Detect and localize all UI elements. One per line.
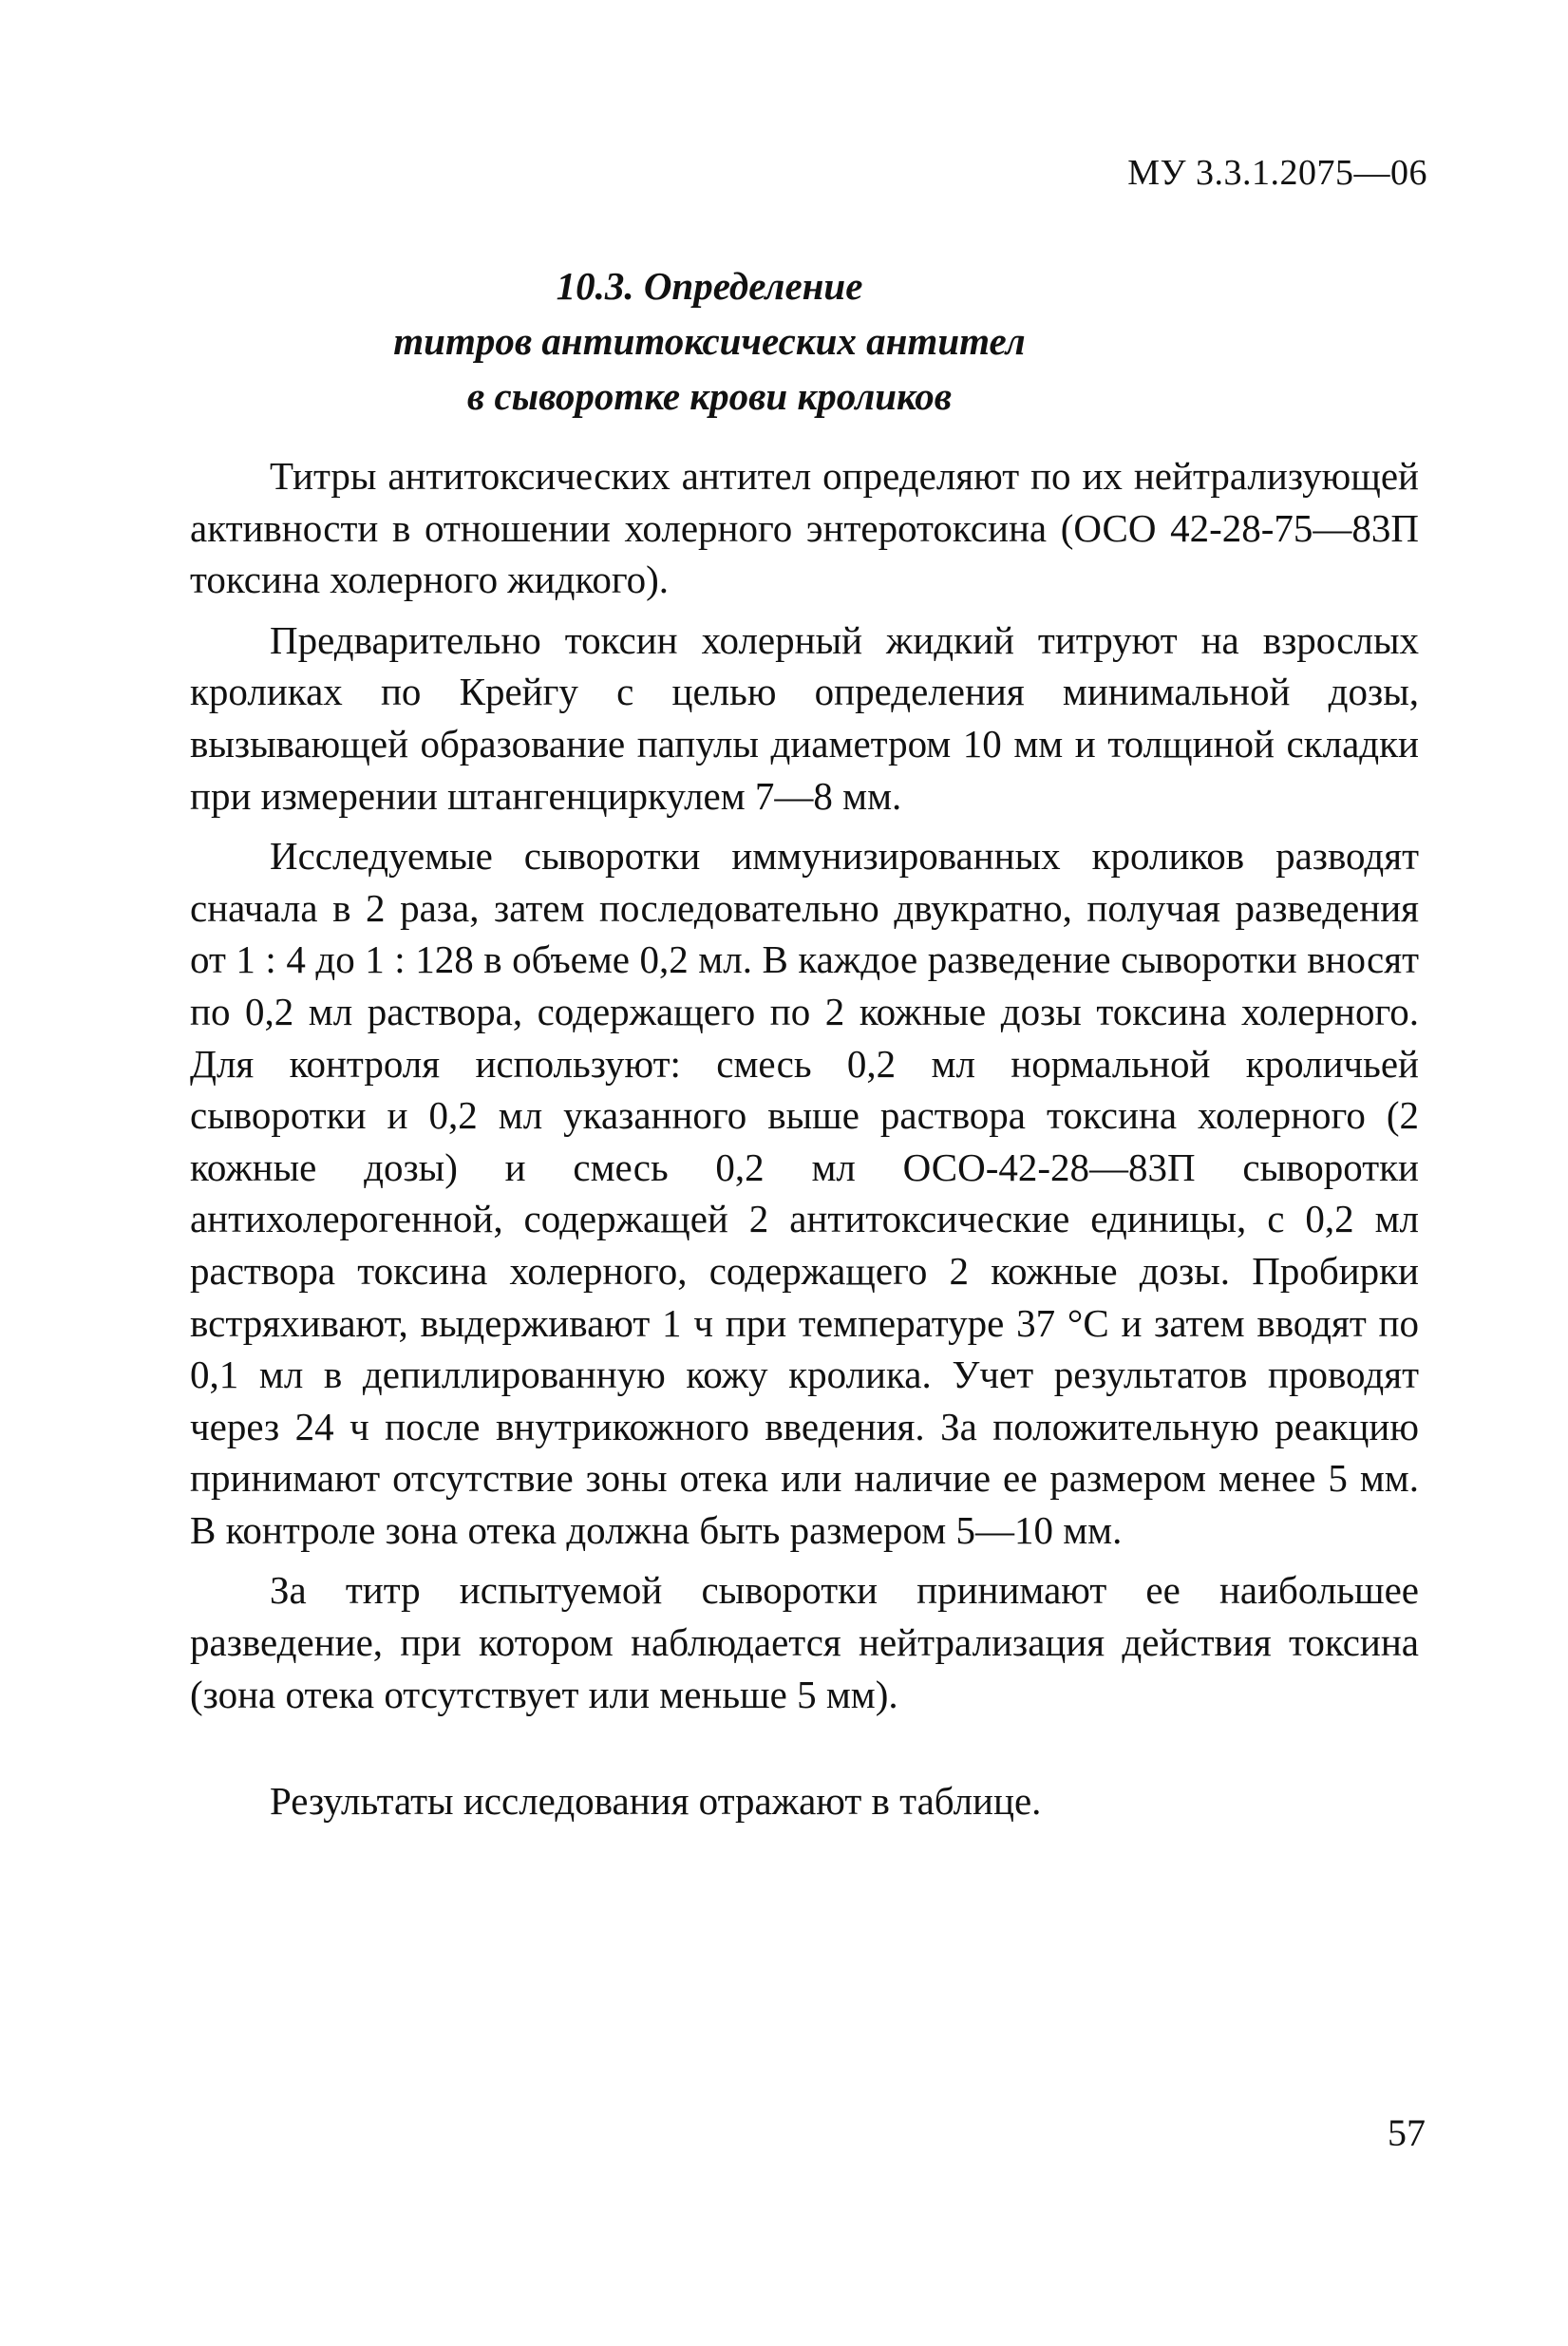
section-title-line: титров антитоксических антител [393,319,1026,363]
paragraph: Результаты исследования отражают в таблице. [270,1779,1042,1824]
page-number: 57 [1388,2111,1426,2154]
section-title-line: 10.3. Определение [556,264,863,308]
section-title-line: в сыворотке крови кроликов [466,374,953,418]
paragraph: Титры антитоксических антител определяют по их нейтрализующей активности в отношении холерного энтеротоксина (ОСО 42-28-75—83П токсина холерного жидкого). [190,454,1419,602]
section-title [190,258,1229,424]
paragraph: Предварительно токсин холерный жидкий титруют на взрослых кроликах по Крейгу с целью определения минимальной дозы, вызывающей образование папулы диаметром 10 мм и толщиной складки при измерении штангенциркулем 7—8 мм. [190,617,1419,818]
document-code: МУ 3.3.1.2075—06 [1127,153,1427,193]
paragraph: Исследуемые сыворотки иммунизированных кроликов разводят сначала в 2 раза, затем последовательно двукратно, получая разведения от 1 : 4 до 1 : 128 в объеме 0,2 мл. В каждое разведение сыворотки вносят по 0,2 мл раствора, содержащего по 2 кожные дозы токсина холерного. Для контроля используют: смесь 0,2 мл нормальной кроличьей сыворотки и 0,2 мл указанного выше раствора токсина холерного (2 кожные дозы) и смесь 0,2 мл ОСО-42-28—83П сыворотки антихолерогенной, содержащей 2 антитоксические единицы, с 0,2 мл раствора токсина холерного, содержащего 2 кожные дозы. Пробирки встряхивают, выдерживают 1 ч при температуре 37 °С и затем вводят по 0,1 мл в депиллированную кожу кролика. Учет результатов проводят через 24 ч после внутрикожного введения. За положительную реакцию принимают отсутствие зоны отека или наличие ее размером менее 5 мм. В контроле зона отека должна быть размером 5—10 мм. [190,834,1419,1552]
body-text [190,450,1419,1836]
paragraph: За титр испытуемой сыворотки принимают ее наибольшее разведение, при котором наблюдается нейтрализация действия токсина (зона отека отсутствует или меньше 5 мм). [190,1568,1419,1716]
